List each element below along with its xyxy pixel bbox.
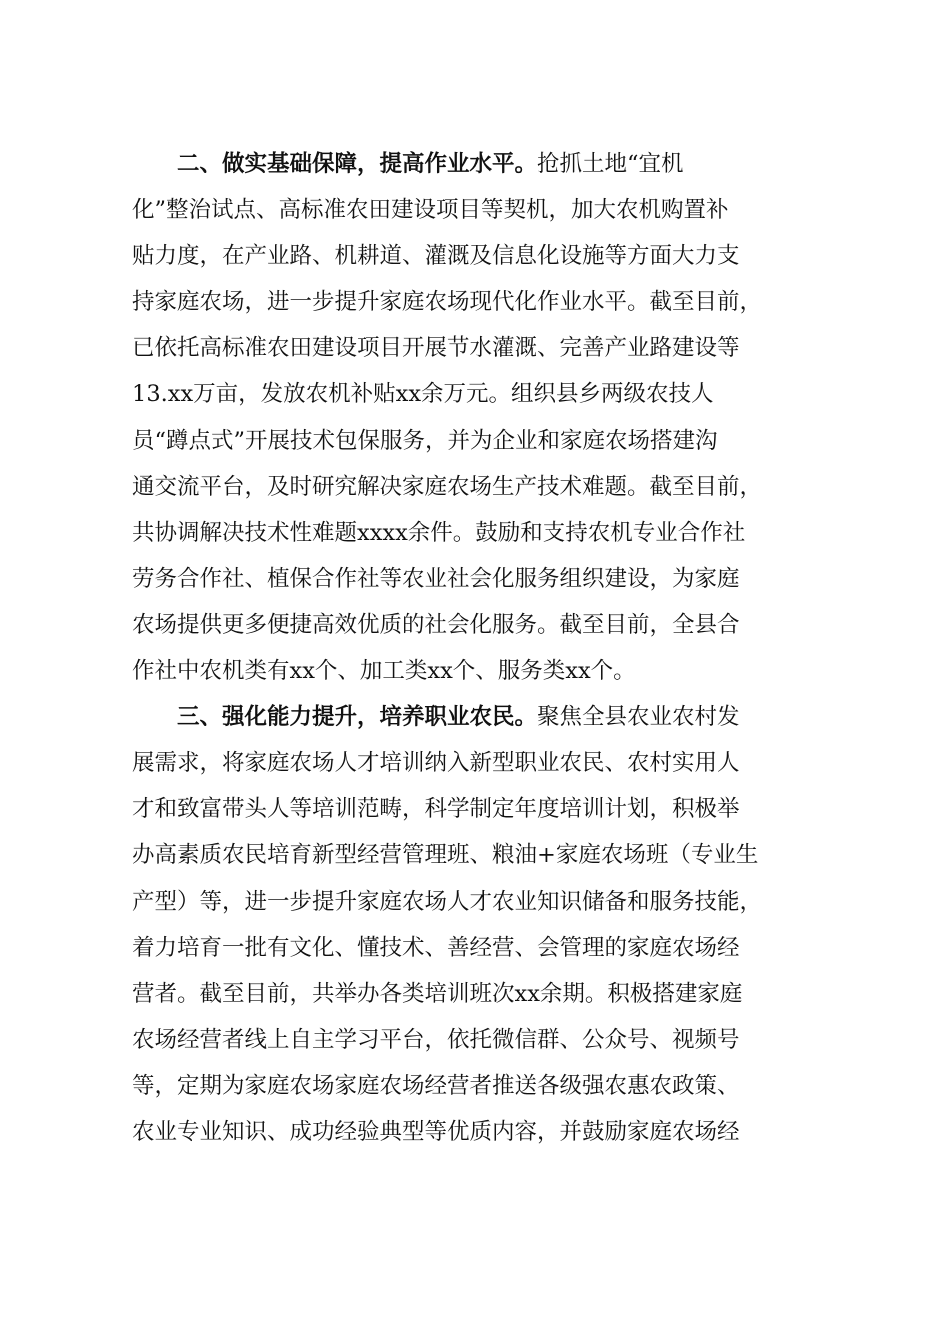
section-2-text-line: 劳务合作社、植保合作社等农业社会化服务组织建设，为家庭 (132, 565, 740, 592)
section-3-text-line: 等，定期为家庭农场家庭农场经营者推送各级强农惠农政策、 (132, 1072, 740, 1099)
section-3-text-line: 聚焦全县农业农村发 (537, 704, 740, 731)
section-2-text-line: 贴力度，在产业路、机耕道、灌溉及信息化设施等方面大力支 (132, 243, 740, 270)
section-2-text-line: 员“蹲点式”开展技术包保服务，并为企业和家庭农场搭建沟 (132, 427, 718, 454)
section-3-text-line: 营者。截至目前，共举办各类培训班次xx余期。积极搭建家庭 (132, 980, 743, 1007)
section-3-first-line (132, 694, 832, 740)
section-2-text-line: 抢抓土地“宜机 (537, 151, 684, 177)
section-2-text-line: 农场提供更多便捷高效优质的社会化服务。截至目前，全县合 (132, 611, 740, 638)
section-2-text-line: 持家庭农场，进一步提升家庭农场现代化作业水平。截至目前， (132, 289, 763, 316)
section-2-text-line: 已依托高标准农田建设项目开展节水灌溉、完善产业路建设等 (132, 335, 740, 362)
section-3-text-line: 产型）等，进一步提升家庭农场人才农业知识储备和服务技能， (132, 888, 763, 915)
section-3-text-line: 办高素质农民培育新型经营管理班、粮油+家庭农场班（专业生 (132, 842, 759, 869)
section-2-text-line: 共协调解决技术性难题xxxx余件。鼓励和支持农机专业合作社 (132, 519, 746, 546)
section-2-text-line: 化”整治试点、高标准农田建设项目等契机，加大农机购置补 (132, 197, 729, 224)
section-3-text-line: 才和致富带头人等培训范畴，科学制定年度培训计划，积极举 (132, 796, 740, 823)
section-2-text-line: 作社中农机类有xx个、加工类xx个、服务类xx个。 (132, 658, 636, 685)
section-3-text-line: 着力培育一批有文化、懂技术、善经营、会管理的家庭农场经 (132, 934, 740, 961)
section-3-text-line: 展需求，将家庭农场人才培训纳入新型职业农民、农村实用人 (132, 750, 740, 777)
section-2-text-line: 13.xx万亩，发放农机补贴xx余万元。组织县乡两级农技人 (132, 381, 714, 408)
section-3-text-line: 农业专业知识、成功经验典型等优质内容，并鼓励家庭农场经 (132, 1118, 740, 1145)
section-2-text-line: 通交流平台，及时研究解决家庭农场生产技术难题。截至目前， (132, 473, 763, 500)
section-2-first-line (132, 141, 832, 187)
document-body (132, 141, 832, 1155)
section-3-heading: 三、强化能力提升，培养职业农民。 (177, 704, 538, 731)
section-2-heading: 二、做实基础保障，提高作业水平。 (177, 151, 538, 177)
section-3-text-line: 农场经营者线上自主学习平台，依托微信群、公众号、视频号 (132, 1026, 740, 1053)
